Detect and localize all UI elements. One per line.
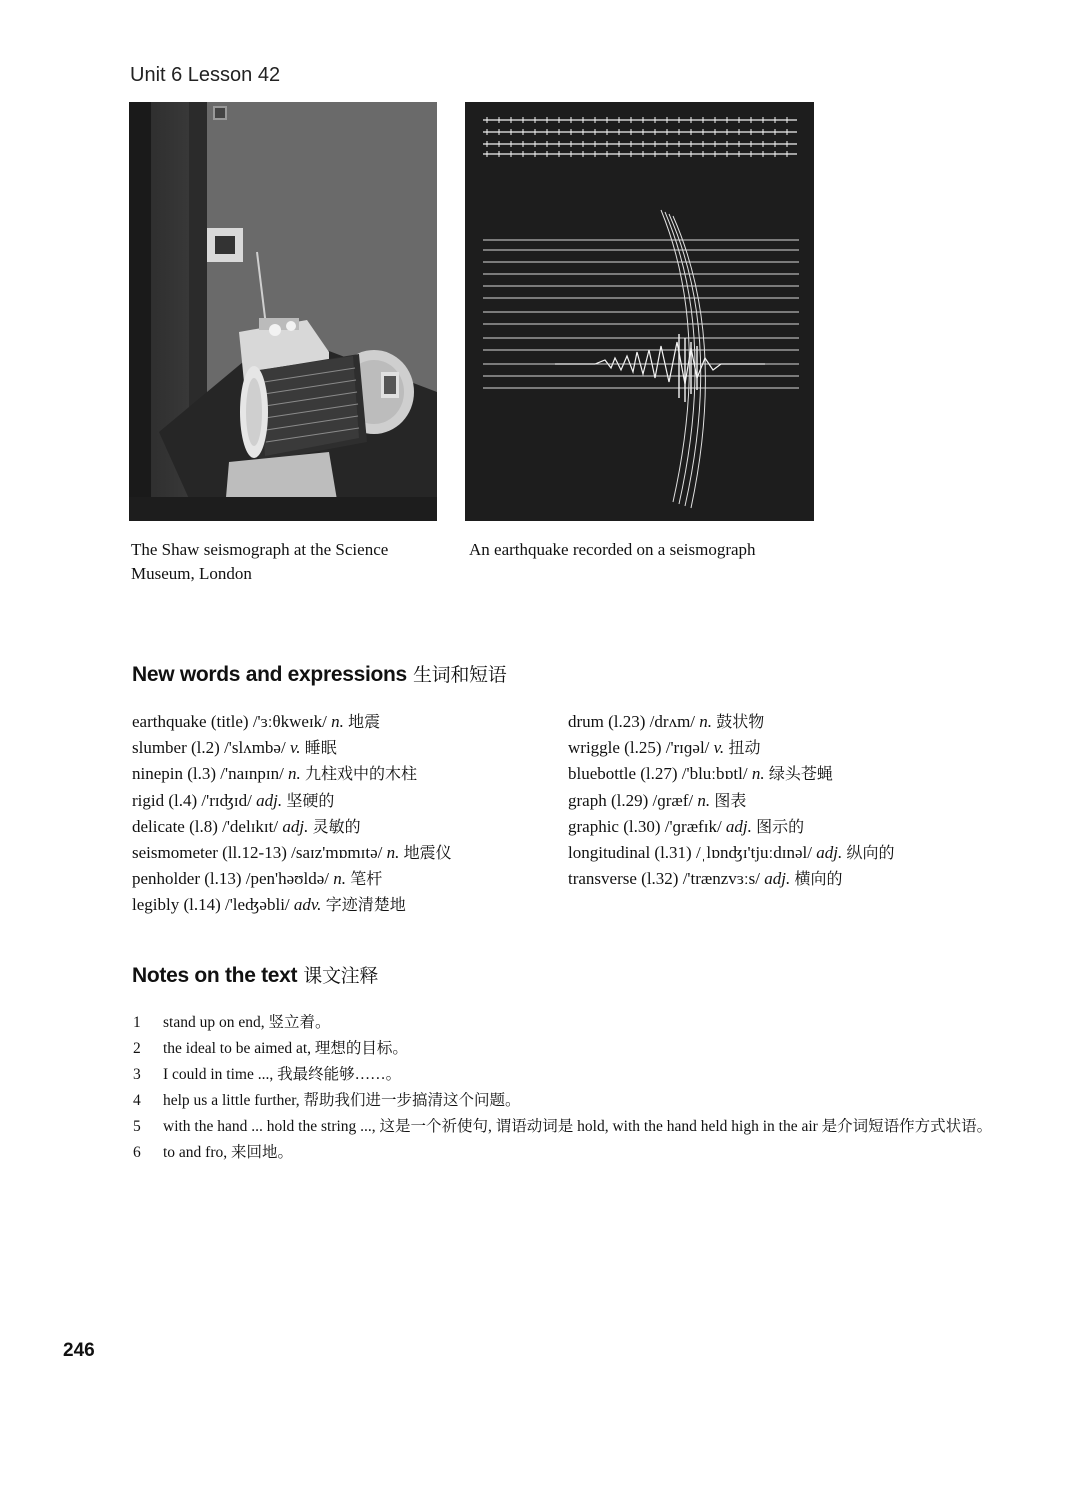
vocab-meaning: 睡眠 (304, 738, 337, 758)
vocab-pos: n. (331, 712, 344, 731)
vocabulary-item (568, 788, 988, 814)
figure-caption-seismograph: The Shaw seismograph at the Science Museum, London (131, 540, 389, 583)
vocab-word: ninepin (l.3) /'naɪnpɪn/ (132, 764, 284, 784)
note-number: 5 (133, 1118, 141, 1135)
note-text: the ideal to be aimed at, 理想的目标。 (163, 1040, 408, 1057)
vocab-meaning: 九柱戏中的木柱 (305, 764, 418, 784)
vocab-pos: adv. (293, 895, 322, 915)
vocabulary-item (132, 892, 542, 918)
note-item (133, 1062, 993, 1088)
vocab-pos: v. (289, 738, 301, 758)
vocab-meaning: 灵敏的 (312, 816, 361, 836)
vocab-meaning: 笔杆 (350, 869, 383, 889)
vocab-meaning: 坚硬的 (286, 790, 335, 810)
vocab-meaning: 横向的 (794, 869, 843, 889)
vocabulary-item (132, 735, 542, 761)
vocab-word: longitudinal (l.31) /ˌlɒnʤɪ'tjuːdɪnəl/ (568, 843, 812, 863)
note-text: stand up on end, 竖立着。 (163, 1014, 331, 1031)
vocab-word: rigid (l.4) /'rɪʤɪd/ (132, 790, 252, 810)
vocabulary-item (132, 866, 542, 892)
vocabulary-item (568, 761, 988, 787)
vocabulary-item (132, 788, 542, 814)
vocab-meaning: 鼓状物 (716, 712, 765, 731)
note-text: with the hand ... hold the string ..., 这是一个祈使句, 谓语动词是 hold, with the hand held high in the air 是介词短语作方式状语。 (163, 1118, 993, 1135)
note-number: 1 (133, 1014, 141, 1031)
vocab-pos: n. (386, 843, 400, 863)
vocab-word: bluebottle (l.27) /'bluːbɒtl/ (568, 764, 748, 784)
vocab-word: penholder (l.13) /pen'həʊldə/ (132, 869, 329, 889)
vocabulary-item (132, 709, 542, 735)
vocabulary-item (568, 709, 988, 735)
note-item (133, 1036, 993, 1062)
note-item (133, 1114, 993, 1140)
note-item (133, 1088, 993, 1114)
vocabulary-item (568, 735, 988, 761)
vocab-word: slumber (l.2) /'slʌmbə/ (132, 738, 286, 758)
running-head: Unit 6 Lesson 42 (130, 64, 281, 86)
vocab-pos: adj. (256, 790, 283, 810)
vocab-word: graphic (l.30) /'ɡræfɪk/ (568, 816, 722, 836)
vocabulary-item (132, 814, 542, 840)
vocabulary-list-left (132, 709, 542, 919)
seismogram-image (465, 102, 814, 521)
vocabulary-list-right (568, 709, 988, 892)
vocabulary-item (132, 761, 542, 787)
vocab-word: legibly (l.14) /'leʤəbli/ (132, 895, 290, 915)
vocab-pos: n. (697, 790, 711, 810)
vocab-meaning: 扭动 (728, 738, 761, 758)
vocab-pos: adj. (764, 869, 791, 889)
note-number: 4 (133, 1092, 141, 1109)
seismograph-photo (129, 102, 437, 521)
note-text: to and fro, 来回地。 (163, 1144, 294, 1161)
page-number: 246 (63, 1340, 95, 1361)
note-number: 3 (133, 1066, 141, 1083)
vocab-meaning: 绿头苍蝇 (768, 764, 833, 784)
note-item (133, 1140, 993, 1166)
notes-heading-zh: 课文注释 (303, 965, 379, 987)
vocabulary-item (568, 814, 988, 840)
notes-list (133, 1010, 993, 1166)
note-number: 6 (133, 1144, 141, 1161)
vocab-word: delicate (l.8) /'delɪkɪt/ (132, 816, 279, 836)
vocab-word: seismometer (ll.12-13) /saɪz'mɒmɪtə/ (132, 843, 383, 863)
vocab-pos: adj. (725, 816, 752, 836)
vocab-word: earthquake (title) /'ɜːθkweɪk/ (132, 712, 327, 731)
vocabulary-item (568, 840, 988, 866)
vocab-pos: n. (751, 764, 765, 784)
vocabulary-item (568, 866, 988, 892)
note-number: 2 (133, 1040, 141, 1057)
vocab-pos: adj. (816, 843, 843, 863)
vocab-pos: n. (333, 869, 346, 889)
notes-heading-text: Notes on the text (132, 964, 298, 987)
vocabulary-item (132, 840, 542, 866)
vocab-word: transverse (l.32) /'trænzvɜːs/ (568, 869, 760, 889)
vocab-word: drum (l.23) /drʌm/ (568, 712, 696, 731)
vocab-pos: n. (288, 764, 301, 784)
vocab-meaning: 地震 (348, 712, 381, 731)
vocab-pos: v. (713, 738, 725, 758)
vocab-meaning: 纵向的 (846, 843, 895, 863)
vocab-pos: n. (699, 712, 713, 731)
note-item (133, 1010, 993, 1036)
vocab-word: wriggle (l.25) /'rɪɡəl/ (568, 738, 710, 758)
notes-heading (132, 961, 378, 988)
figure-caption-seismogram: An earthquake recorded on a seismograph (469, 540, 756, 559)
note-text: help us a little further, 帮助我们进一步搞清这个问题。 (163, 1092, 521, 1109)
vocab-meaning: 图示的 (756, 816, 805, 836)
vocab-meaning: 图表 (714, 790, 747, 810)
vocab-meaning: 地震仪 (403, 843, 452, 863)
vocab-pos: adj. (282, 816, 309, 836)
vocab-meaning: 字迹清楚地 (325, 895, 406, 915)
new-words-heading (132, 660, 506, 687)
new-words-heading-text: New words and expressions (132, 663, 407, 686)
note-text: I could in time ..., 我最终能够……。 (163, 1066, 402, 1083)
vocab-word: graph (l.29) /ɡræf/ (568, 790, 694, 810)
new-words-heading-zh: 生词和短语 (412, 664, 507, 686)
